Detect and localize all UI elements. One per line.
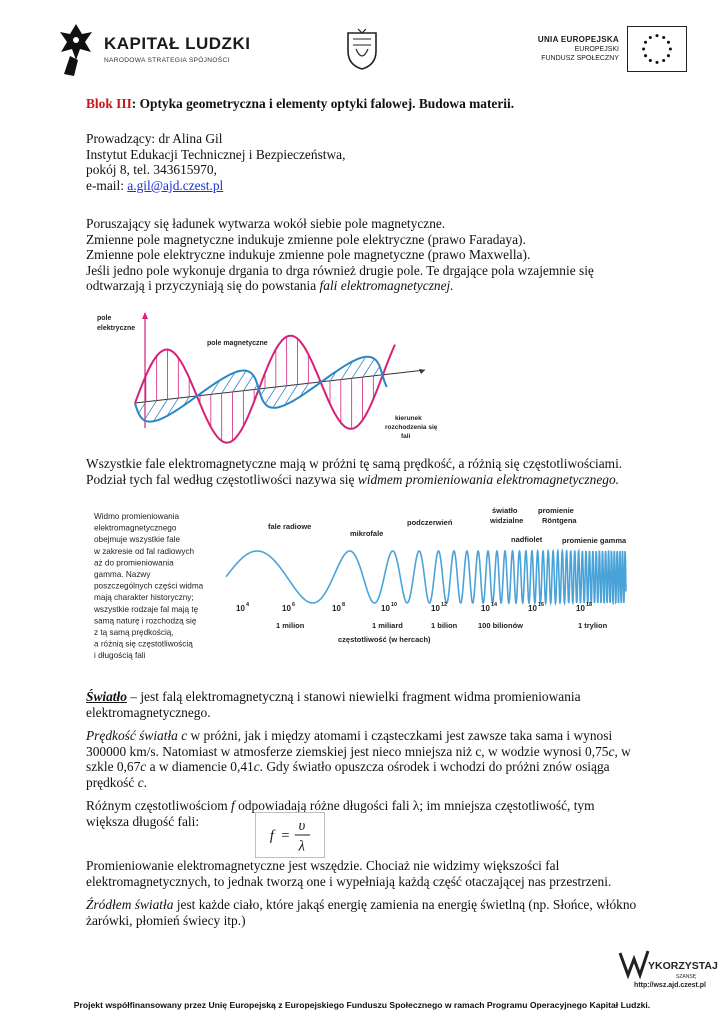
email-label: e-mail: bbox=[86, 177, 128, 193]
band-labels bbox=[268, 506, 627, 545]
direction-label-1: kierunek bbox=[395, 415, 422, 422]
light-source-paragraph bbox=[86, 897, 646, 928]
speed-c-symbol: c bbox=[137, 774, 144, 790]
light-def-line-2: elektromagnetycznego. bbox=[86, 704, 211, 720]
freq-line-1-b: odpowiadają różne długości fali λ; im mniejsza częstotliwość, tym bbox=[234, 798, 595, 813]
eu-flag-icon bbox=[627, 26, 687, 72]
spectrum-wave-path bbox=[226, 551, 626, 603]
intro-line-5-text: odtwarzają i przyczyniają się do powstania bbox=[86, 278, 320, 294]
side-text-line: obejmuje wszystkie fale bbox=[94, 535, 181, 545]
side-text-line: wszystkie rodzaje fal mają tę bbox=[94, 604, 199, 614]
eu-text-block bbox=[538, 35, 619, 62]
tick-label: 10 bbox=[481, 604, 490, 613]
formula-equals: = bbox=[281, 827, 290, 844]
band-gamma-label: promienie gamma bbox=[562, 536, 627, 545]
side-text-line: mają charakter historyczny; bbox=[94, 593, 194, 603]
frequency-paragraph bbox=[86, 798, 646, 829]
direction-label-2: rozchodzenia się bbox=[385, 424, 438, 431]
light-definition bbox=[86, 689, 646, 720]
spectrum-intro bbox=[86, 456, 646, 487]
everywhere-paragraph bbox=[86, 858, 646, 889]
light-def-text: – jest falą elektromagnetyczną i stanowi niewielki fragment widma promieniowania bbox=[126, 689, 581, 704]
tick-exponent: 4 bbox=[246, 602, 250, 608]
everywhere-line-1: Promieniowanie elektromagnetyczne jest wszędzie. Chociaż nie widzimy większości fal bbox=[86, 858, 560, 873]
intro-line-3: Zmienne pole elektryczne indukuje zmienne pole magnetyczne (prawo Maxwella). bbox=[86, 247, 531, 263]
tick-name: 1 trylion bbox=[578, 621, 608, 630]
speed-line-1-text: w próżni, jak i między atomami i cząsteczkami jest zawsze taka sama i wynosi bbox=[187, 728, 613, 743]
spectrum-side-text bbox=[93, 512, 204, 660]
speed-c-symbol: c bbox=[608, 743, 615, 759]
band-ir-label: podczerwień bbox=[407, 518, 453, 527]
tick-label: 10 bbox=[528, 604, 537, 613]
side-text-line: aż do promieniowania bbox=[94, 558, 174, 568]
tick-name: 1 miliard bbox=[372, 621, 403, 630]
tick-label: 10 bbox=[332, 604, 341, 613]
kapital-ludzki-subtitle: NARODOWA STRATEGIA SPÓJNOŚCI bbox=[104, 57, 230, 64]
light-def-line-1 bbox=[86, 689, 646, 705]
lecturer-room: pokój 8, tel. 343615970, bbox=[86, 162, 217, 178]
block-title bbox=[86, 96, 646, 112]
magnetic-vector bbox=[243, 375, 253, 391]
source-line-2: żarówki, płomień świecy itp.) bbox=[86, 912, 246, 928]
band-xray-label-1: promienie bbox=[538, 506, 574, 515]
wyk-logo-sub: SZANSĘ bbox=[676, 974, 697, 980]
tick-exponent: 16 bbox=[538, 602, 545, 608]
eu-fund-line-1: EUROPEJSKI bbox=[574, 46, 619, 53]
direction-label-3: fali bbox=[401, 433, 411, 440]
light-term: Światło bbox=[86, 689, 127, 704]
source-line-1-text: jest każde ciało, które jakąś energię zamienia na energię świetlną (np. Słońce, włókno bbox=[173, 897, 637, 912]
block-label: Blok III bbox=[86, 96, 132, 111]
intro-paragraph bbox=[86, 216, 646, 294]
band-visible-label-1: światło bbox=[492, 506, 518, 515]
tick-label: 10 bbox=[381, 604, 390, 613]
speed-c-symbol: c bbox=[253, 759, 260, 775]
spectrum-intro-line-2-text: Podział tych fal według częstotliwości nazywa się bbox=[86, 471, 358, 487]
electric-arrowhead-icon bbox=[142, 312, 148, 319]
email-link[interactable]: a.gil@ajd.czest.pl bbox=[127, 177, 224, 193]
side-text-line: z tą samą prędkością, bbox=[94, 628, 174, 637]
band-uv-label: nadfiolet bbox=[511, 535, 543, 544]
formula-f: f bbox=[269, 827, 274, 844]
footer-note: Projekt współfinansowany przez Unię Europejską z Europejskiego Funduszu Społecznego w ramach Programu Operacyjnego Kapitał Ludzki. bbox=[73, 1000, 651, 1010]
everywhere-line-2: elektromagnetycznych, to jednak tworzą one i wypełniają każdą część otaczającej nas przestrzeni. bbox=[86, 873, 612, 889]
speed-line-2-text: 300000 km/s. Natomiast w atmosferze ziemskiej jest nieco mniejsza niż c, w wodzie wynosi 0,75 bbox=[86, 743, 609, 759]
magnetic-vector bbox=[363, 359, 375, 378]
lecturer-name: Prowadzący: dr Alina Gil bbox=[86, 131, 223, 146]
speed-line-2-end: , w bbox=[614, 743, 631, 759]
intro-line-1: Poruszający się ładunek wytwarza wokół siebie pole magnetyczne. bbox=[86, 216, 446, 231]
intro-line-5-italic: fali elektromagnetycznej. bbox=[319, 278, 454, 294]
light-speed-paragraph bbox=[86, 728, 646, 790]
freq-line-1 bbox=[86, 798, 646, 814]
lecturer-email-line bbox=[86, 178, 646, 194]
spectrum-intro-line-1: Wszystkie fale elektromagnetyczne mają w próżni tę samą prędkość, a różnią się częstotliwościami. bbox=[86, 456, 623, 471]
tick-exponent: 12 bbox=[441, 602, 448, 608]
eu-title: UNIA EUROPEJSKA bbox=[537, 35, 619, 44]
spectrum-axis-label: częstotliwość (w hercach) bbox=[338, 635, 431, 644]
spectrum-intro-line-2-italic: widmem promieniowania elektromagnetycznego. bbox=[357, 471, 620, 487]
side-text-line: gamma. Nazwy bbox=[94, 570, 151, 579]
formula-denominator: λ bbox=[298, 838, 305, 855]
side-text-line: poszczególnych części widma bbox=[94, 581, 204, 591]
freq-line-1-a: Różnym częstotliwościom bbox=[86, 798, 232, 813]
em-wave-figure bbox=[95, 308, 475, 448]
electric-field-label-1: pole bbox=[97, 315, 112, 322]
speed-line-4-a: prędkość bbox=[86, 774, 138, 790]
wyk-logo-text: YKORZYSTAJ bbox=[648, 960, 718, 972]
tick-label: 10 bbox=[236, 604, 245, 613]
side-text-line: samą naturę i rozchodzą się bbox=[94, 616, 197, 626]
band-xray-label-2: Röntgena bbox=[542, 516, 577, 525]
magnetic-vector bbox=[144, 401, 156, 421]
speed-c-symbol: c bbox=[140, 759, 147, 775]
source-term: Źródłem światła bbox=[86, 897, 174, 912]
source-line-1 bbox=[86, 897, 646, 913]
kapital-ludzki-title: KAPITAŁ LUDZKI bbox=[104, 34, 251, 53]
tick-label: 10 bbox=[576, 604, 585, 613]
side-text-line: i długością fali bbox=[94, 651, 146, 661]
side-text-line: Widmo promieniowania bbox=[94, 512, 180, 521]
footer-url[interactable]: http://wsz.ajd.czest.pl bbox=[634, 982, 706, 989]
kapital-ludzki-logo-icon bbox=[58, 22, 96, 78]
tick-label: 10 bbox=[431, 604, 440, 613]
band-visible-label-2: widzialne bbox=[490, 516, 524, 525]
w-letter-icon bbox=[620, 951, 648, 975]
tick-label: 10 bbox=[282, 604, 291, 613]
block-title-text: : Optyka geometryczna i elementy optyki falowej. Budowa materii. bbox=[131, 96, 515, 111]
frequency-formula bbox=[255, 812, 325, 858]
intro-line-2: Zmienne pole magnetyczne indukuje zmienne pole elektryczne (prawo Faradaya). bbox=[86, 231, 526, 247]
lecturer-institute: Instytut Edukacji Technicznej i Bezpieczeństwa, bbox=[86, 146, 346, 162]
university-crest-icon bbox=[344, 27, 380, 71]
tick-exponent: 18 bbox=[586, 602, 593, 608]
speed-term: Prędkość światła c bbox=[86, 728, 188, 743]
speed-line-3-b: a w diamencie 0,41 bbox=[146, 759, 254, 775]
magnetic-vector bbox=[233, 371, 247, 392]
lecturer-info bbox=[86, 131, 646, 193]
tick-name: 1 bilion bbox=[431, 621, 458, 630]
band-radio-label: fale radiowe bbox=[268, 522, 312, 531]
side-text-line: a różnią się częstotliwością bbox=[94, 639, 193, 649]
magnetic-vector bbox=[265, 387, 276, 404]
wave-drawing bbox=[135, 312, 425, 443]
speed-line-4-b: . bbox=[143, 774, 147, 790]
tick-name: 1 milion bbox=[276, 621, 305, 630]
magnetic-field-label: pole magnetyczne bbox=[207, 340, 268, 347]
spectrum-intro-line-2 bbox=[86, 472, 646, 488]
speed-line-3-c: . Gdy światło opuszcza ośrodek i wchodzi do próżni znów osiąga bbox=[259, 759, 610, 775]
intro-line-4: Jeśli jedno pole wykonuje drgania to drga również drugie pole. Te drgające pola wzajemnie się bbox=[86, 262, 594, 278]
electric-field-label-2: elektryczne bbox=[97, 325, 136, 332]
side-text-line: w zakresie od fal radiowych bbox=[94, 546, 195, 556]
em-spectrum-figure bbox=[86, 505, 636, 677]
side-text-line: elektromagnetycznego bbox=[94, 523, 177, 533]
spectrum-wave bbox=[226, 551, 626, 603]
tick-exponent: 14 bbox=[491, 602, 498, 608]
tick-exponent: 10 bbox=[391, 602, 398, 608]
freq-line-2: większa długość fali: bbox=[86, 813, 200, 829]
intro-line-5 bbox=[86, 278, 646, 294]
tick-name: 100 bilionów bbox=[478, 621, 524, 630]
page-header bbox=[0, 0, 724, 82]
speed-line-3-a: szkle 0,67 bbox=[86, 759, 141, 775]
speed-line-4 bbox=[86, 775, 646, 791]
wykorzystaj-szanse-logo bbox=[618, 945, 718, 987]
speed-line-1 bbox=[86, 728, 646, 744]
formula-numerator: υ bbox=[298, 818, 306, 835]
speed-line-2 bbox=[86, 744, 646, 760]
freq-f-symbol: f bbox=[231, 798, 235, 813]
tick-exponent: 8 bbox=[342, 602, 346, 608]
speed-line-3 bbox=[86, 759, 646, 775]
spectrum-ticks bbox=[236, 602, 608, 630]
eu-fund-line-2: FUNDUSZ SPOŁECZNY bbox=[541, 55, 619, 62]
tick-exponent: 6 bbox=[292, 602, 296, 608]
band-micro-label: mikrofale bbox=[350, 529, 384, 538]
